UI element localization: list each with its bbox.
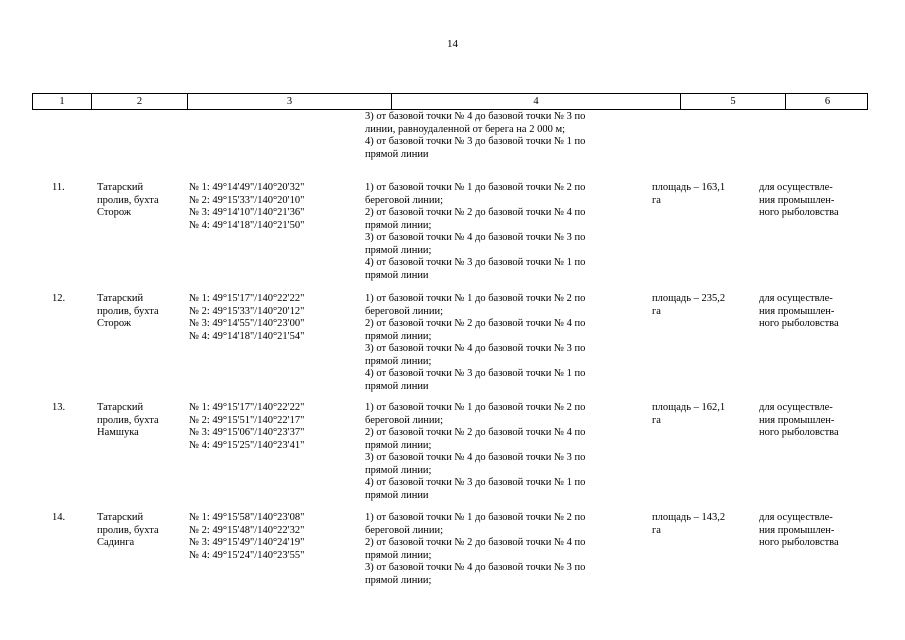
area: площадь – 235,2 га (652, 293, 726, 317)
area: площадь – 162,1 га (652, 402, 726, 426)
border-description: 3) от базовой точки № 4 до базовой точки № 3 по линии, равноудаленной от берега на 2 000 м; 4) от базовой точки № 3 до базовой точки № 1 по прямой линии (365, 111, 586, 160)
coordinates: № 1: 49°14'49"/140°20'32" № 2: 49°15'33"/140°20'10" № 3: 49°14'10"/140°21'36" № 4: 49°14'18"/140°21'50" (189, 182, 305, 231)
border-description: 1) от базовой точки № 1 до базовой точки № 2 по береговой линии; 2) от базовой точки № 2 до базовой точки № 4 по прямой линии; 3) от базовой точки № 4 до базовой точки № 3 по прямой линии; 4) от базовой точки № 3 до базовой точки № 1 по прямой линии (365, 402, 586, 501)
column-header-4: 4 (391, 94, 680, 109)
table-header (32, 93, 868, 110)
border-description: 1) от базовой точки № 1 до базовой точки № 2 по береговой линии; 2) от базовой точки № 2 до базовой точки № 4 по прямой линии; 3) от базовой точки № 4 до базовой точки № 3 по прямой линии; 4) от базовой точки № 3 до базовой точки № 1 по прямой линии (365, 182, 586, 281)
column-header-3: 3 (187, 94, 391, 109)
row-number: 12. (52, 293, 66, 304)
column-header-5: 5 (680, 94, 785, 109)
column-header-6: 6 (785, 94, 869, 109)
area: площадь – 143,2 га (652, 512, 726, 536)
coordinates: № 1: 49°15'17"/140°22'22" № 2: 49°15'33"/140°20'12" № 3: 49°14'55"/140°23'00" № 4: 49°14'18"/140°21'54" (189, 293, 305, 342)
border-description: 1) от базовой точки № 1 до базовой точки № 2 по береговой линии; 2) от базовой точки № 2 до базовой точки № 4 по прямой линии; 3) от базовой точки № 4 до базовой точки № 3 по прямой линии; 4) от базовой точки № 3 до базовой точки № 1 по прямой линии (365, 293, 586, 392)
column-header-1: 1 (59, 96, 65, 107)
location: Татарский пролив, бухта Намшука (97, 402, 159, 438)
location: Татарский пролив, бухта Садинга (97, 512, 159, 548)
purpose: для осуществле- ния промышлен- ного рыболовства (759, 402, 839, 438)
area: площадь – 163,1 га (652, 182, 726, 206)
location: Татарский пролив, бухта Сторож (97, 182, 159, 218)
coordinates: № 1: 49°15'17"/140°22'22" № 2: 49°15'51"/140°22'17" № 3: 49°15'06"/140°23'37" № 4: 49°15'25"/140°23'41" (189, 402, 305, 451)
row-number: 11. (52, 182, 65, 193)
row-number: 13. (52, 402, 66, 413)
border-description: 1) от базовой точки № 1 до базовой точки № 2 по береговой линии; 2) от базовой точки № 2 до базовой точки № 4 по прямой линии; 3) от базовой точки № 4 до базовой точки № 3 по прямой линии; (365, 512, 586, 586)
column-header-2: 2 (91, 94, 187, 109)
page-number: 14 (447, 38, 458, 50)
coordinates: № 1: 49°15'58"/140°23'08" № 2: 49°15'48"/140°22'32" № 3: 49°15'49"/140°24'19" № 4: 49°15'24"/140°23'55" (189, 512, 305, 561)
row-number: 14. (52, 512, 66, 523)
purpose: для осуществле- ния промышлен- ного рыболовства (759, 182, 839, 218)
location: Татарский пролив, бухта Сторож (97, 293, 159, 329)
purpose: для осуществле- ния промышлен- ного рыболовства (759, 293, 839, 329)
purpose: для осуществле- ния промышлен- ного рыболовства (759, 512, 839, 548)
